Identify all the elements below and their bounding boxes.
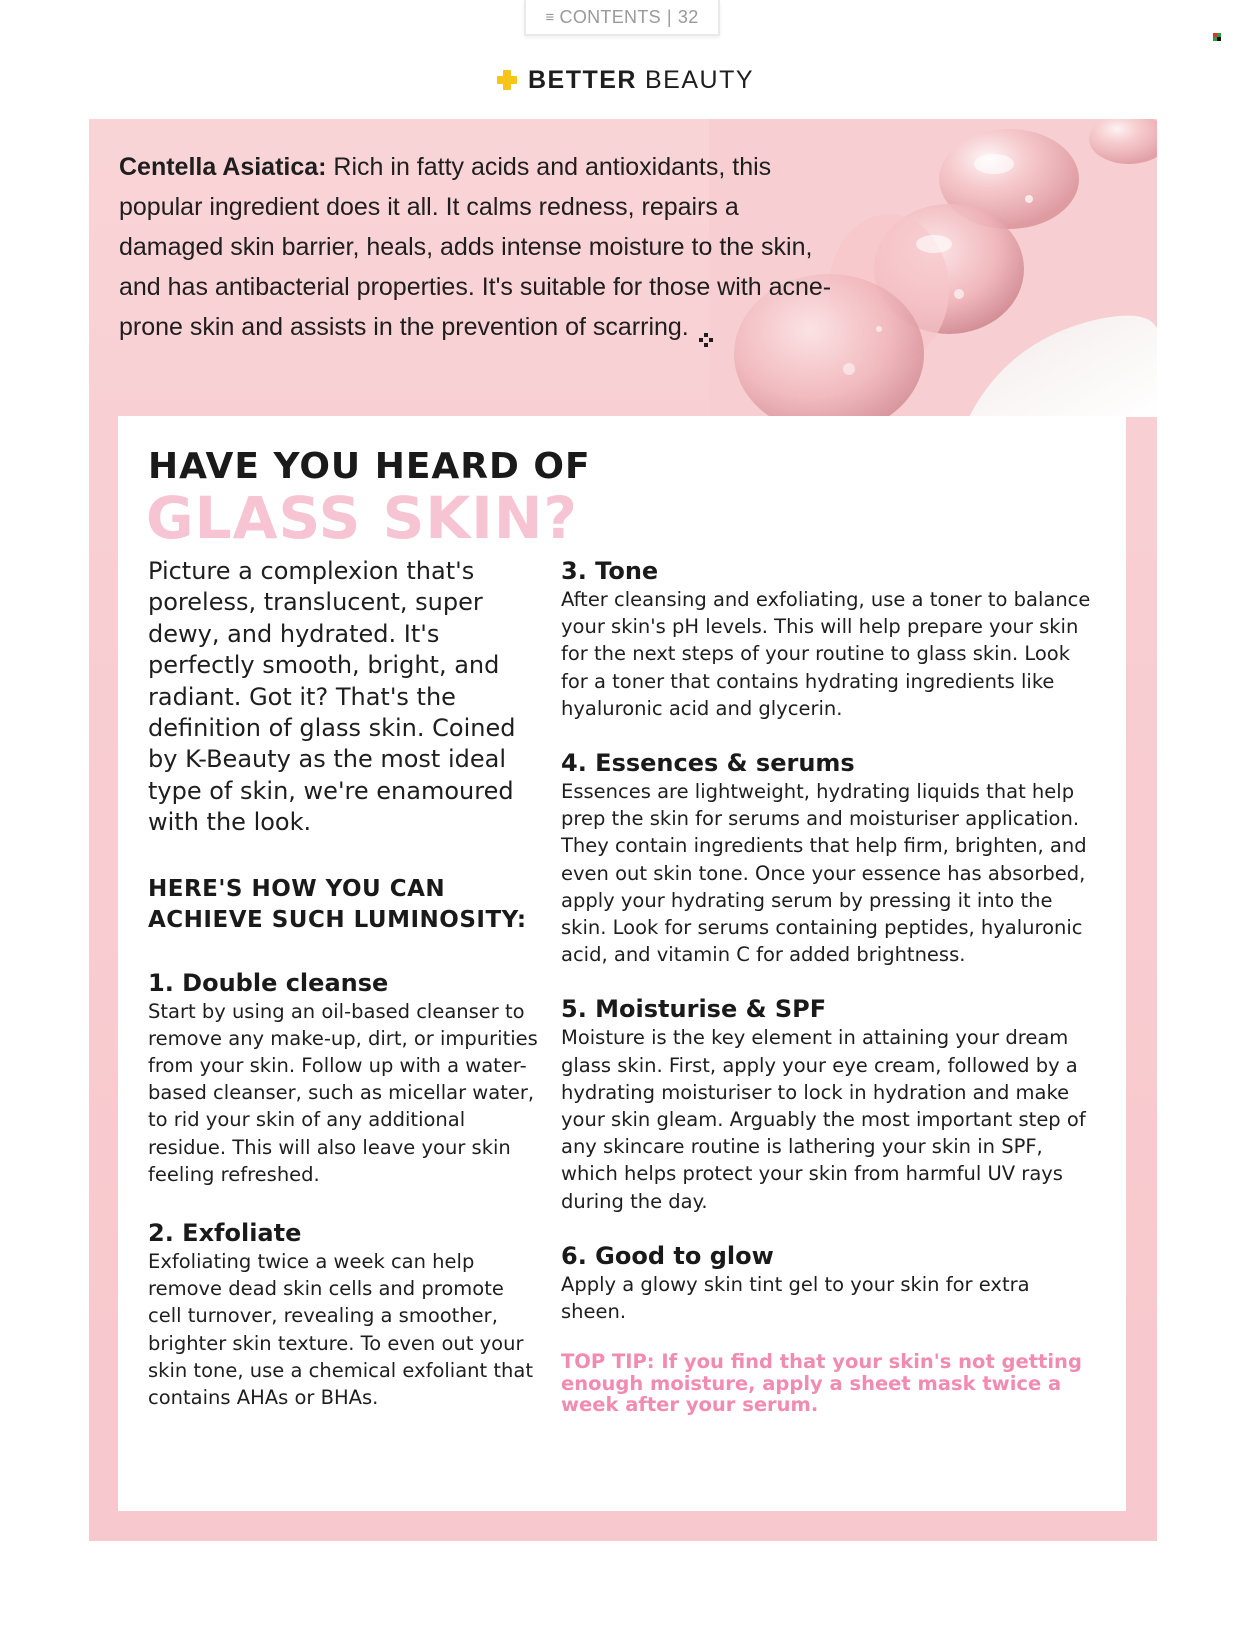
article-title-line2: GLASS SKIN? [146, 484, 579, 552]
section-label-bold: BETTER [527, 65, 637, 94]
end-mark-icon [699, 319, 713, 333]
color-marks-icon [1213, 33, 1221, 41]
separator: | [666, 6, 672, 27]
contents-tab[interactable] [524, 0, 720, 36]
plus-cross-icon [496, 69, 518, 91]
intro-term: Centella Asiatica: [119, 153, 327, 181]
howto-heading: HERE'S HOW YOU CAN ACHIEVE SUCH LUMINOSITY: [148, 875, 527, 933]
step-body: Exfoliating twice a week can help remove dead skin cells and promote cell turnover, revealing a smoother, brighter skin texture. To even out your skin tone, use a chemical exfoliant that contains AHAs or BHAs. [148, 1250, 533, 1410]
right-column [561, 556, 1091, 1416]
step-heading: 6. Good to glow [561, 1241, 774, 1270]
step-body: Moisture is the key element in attaining your dream glass skin. First, apply your eye cream, followed by a hydrating moisturiser to lock in hydration and make your skin gleam. Arguably the most important step of any skincare routine is lathering your skin in SPF, which helps protect your skin from harmful UV rays during the day. [561, 1026, 1086, 1213]
step-5 [561, 994, 1091, 1214]
article-card [118, 416, 1126, 1511]
step-body: After cleansing and exfoliating, use a toner to balance your skin's pH levels. This will help prepare your skin for the next steps of your routine to glass skin. Look for a toner that contains hydrating ingredients like hyaluronic acid and glycerin. [561, 588, 1091, 720]
top-tip: TOP TIP: If you find that your skin's not getting enough moisture, apply a sheet mask twice a week after your serum. [561, 1350, 1082, 1417]
step-1 [148, 968, 538, 1188]
step-heading: 1. Double cleanse [148, 968, 389, 997]
step-body: Essences are lightweight, hydrating liquids that help prep the skin for serums and moisturiser application. They contain ingredients that help firm, brighten, and even out skin tone. Once your essence has absorbed, apply your hydrating serum by pressing it into the skin. Look for serums containing peptides, hyaluronic acid, and vitamin C for added brightness. [561, 780, 1087, 967]
section-label-regular: BEAUTY [644, 65, 755, 94]
lead-paragraph: Picture a complexion that's poreless, translucent, super dewy, and hydrated. It's perfectly smooth, bright, and radiant. Got it? That's the definition of glass skin. Coined by K-Beauty as the most ideal type of skin, we're enamoured with the look. [148, 557, 516, 837]
page-number: 32 [677, 6, 699, 27]
contents-label: CONTENTS [559, 6, 661, 27]
pink-panel [89, 119, 1157, 1541]
section-header [0, 62, 1250, 98]
step-6 [561, 1241, 1091, 1325]
step-body: Start by using an oil-based cleanser to remove any make-up, dirt, or impurities from your skin. Follow up with a water-based cleanser, such as micellar water, to rid your skin of any additional residue. This will also leave your skin feeling refreshed. [148, 999, 538, 1186]
step-4 [561, 748, 1091, 968]
intro-text: Rich in fatty acids and antioxidants, this popular ingredient does it all. It calms redness, repairs a damaged skin barrier, heals, adds intense moisture to the skin, and has antibacterial properties. It's suitable for those with acne-prone skin and assists in the prevention of scarring. [119, 153, 832, 341]
step-heading: 5. Moisturise & SPF [561, 995, 827, 1024]
step-body: Apply a glowy skin tint gel to your skin for extra sheen. [561, 1272, 1030, 1324]
step-3 [561, 556, 1091, 722]
intro-paragraph [119, 147, 839, 347]
step-heading: 2. Exfoliate [148, 1219, 302, 1248]
step-heading: 3. Tone [561, 557, 659, 585]
left-column [148, 556, 538, 1435]
step-2 [148, 1218, 538, 1411]
step-heading: 4. Essences & serums [561, 749, 855, 778]
article-title-line1: HAVE YOU HEARD OF [148, 446, 591, 487]
menu-icon: ≡ [545, 8, 555, 26]
